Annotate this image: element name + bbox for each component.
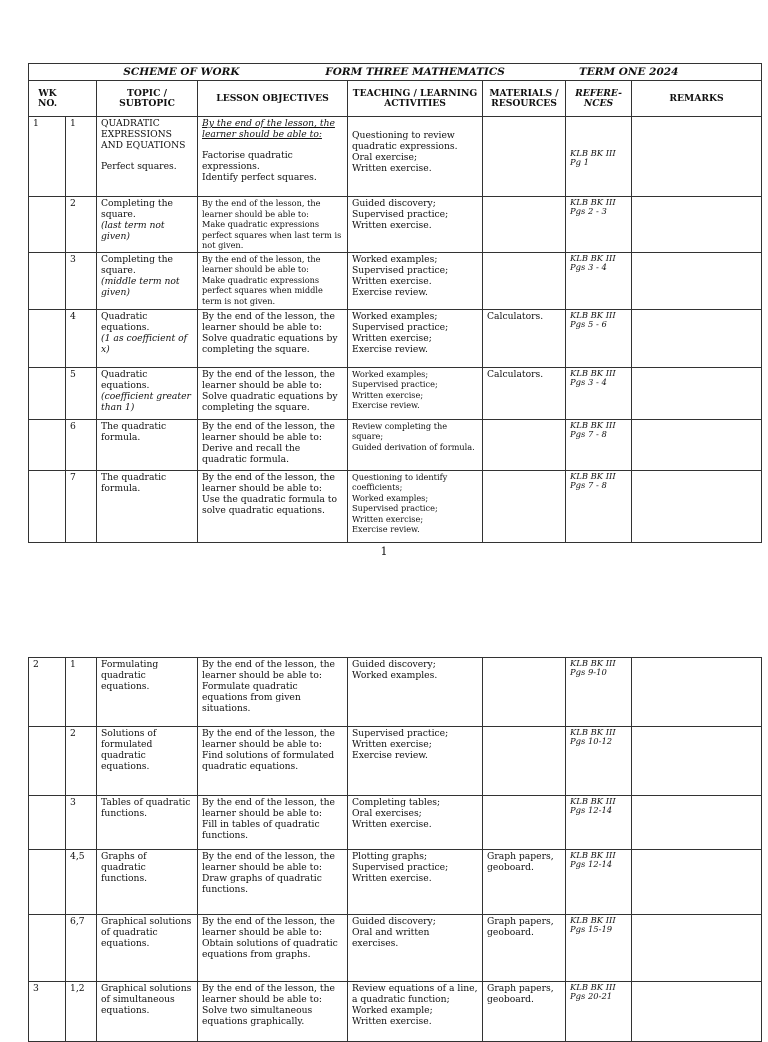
topic-text: Completing the square. <box>101 198 173 220</box>
table-row <box>29 658 762 727</box>
lesson-number: 1 <box>66 658 97 727</box>
objectives-text: Factorise quadratic expressions. Identify perfect squares. <box>202 150 317 183</box>
week-number <box>29 309 66 367</box>
topic-cell <box>97 197 198 253</box>
title-scheme: SCHEME OF WORK <box>123 65 240 78</box>
lesson-number: 2 <box>66 197 97 253</box>
lesson-number: 1,2 <box>66 982 97 1042</box>
title-form: FORM THREE MATHEMATICS <box>325 65 505 78</box>
reference-cell: KLB BK III Pgs 3 - 4 <box>566 367 632 419</box>
reference-cell: KLB BK III Pgs 2 - 3 <box>566 197 632 253</box>
subtopic-text: Perfect squares. <box>101 161 177 172</box>
activities-text: Review completing the square; Guided derivation of formula. <box>348 419 483 470</box>
materials-cell: Calculators. <box>483 309 566 367</box>
reference-cell: KLB BK III Pgs 10-12 <box>566 727 632 796</box>
remarks-cell <box>632 915 762 982</box>
header-topic: TOPIC / SUBTOPIC <box>97 81 198 117</box>
materials-cell <box>483 796 566 850</box>
table-row <box>29 850 762 915</box>
objectives-text: By the end of the lesson, the learner should be able to: Solve two simultaneous equations graphically. <box>198 982 348 1042</box>
objectives-text: By the end of the lesson, the learner should be able to: Make quadratic expressions perfect squares when last term is not given. <box>198 197 348 253</box>
header-objectives: LESSON OBJECTIVES <box>198 81 348 117</box>
topic-text: Completing the square. <box>101 253 173 276</box>
objectives-cell <box>198 117 348 197</box>
materials-cell: Calculators. <box>483 367 566 419</box>
activities-text: Worked examples; Supervised practice; Written exercise; Exercise review. <box>348 309 483 367</box>
week-number: 2 <box>29 658 66 727</box>
lesson-number: 5 <box>66 367 97 419</box>
week-number <box>29 419 66 470</box>
activities-text: Worked examples; Supervised practice; Written exercise; Exercise review. <box>348 367 483 419</box>
reference-cell: KLB BK III Pgs 12-14 <box>566 796 632 850</box>
topic-text: Graphical solutions of simultaneous equations. <box>97 982 198 1042</box>
week-number <box>29 197 66 253</box>
lesson-number: 4 <box>66 309 97 367</box>
remarks-cell <box>632 367 762 419</box>
materials-cell <box>483 197 566 253</box>
lesson-number: 3 <box>66 252 97 309</box>
objectives-text: By the end of the lesson, the learner should be able to: Solve quadratic equations by completing the square. <box>198 367 348 419</box>
topic-text: Graphical solutions of quadratic equations. <box>97 915 198 982</box>
objectives-text: By the end of the lesson, the learner should be able to: Fill in tables of quadratic functions. <box>198 796 348 850</box>
activities-text: Completing tables; Oral exercises; Written exercise. <box>348 796 483 850</box>
reference-cell: KLB BK III Pgs 7 - 8 <box>566 419 632 470</box>
week-number <box>29 252 66 309</box>
header-remarks: REMARKS <box>632 81 762 117</box>
topic-cell <box>97 252 198 309</box>
activities-text: Questioning to identify coefficients; Worked examples; Supervised practice; Written exercise; Exercise review. <box>348 470 483 542</box>
topic-text: The quadratic formula. <box>97 419 198 470</box>
materials-cell <box>483 470 566 542</box>
week-number <box>29 796 66 850</box>
topic-note: (coefficient greater than 1) <box>101 390 191 413</box>
objectives-heading: By the end of the lesson, the learner should be able to: <box>202 118 335 140</box>
remarks-cell <box>632 982 762 1042</box>
remarks-cell <box>632 419 762 470</box>
table-row <box>29 309 762 367</box>
week-number <box>29 727 66 796</box>
table-row <box>29 727 762 796</box>
lesson-number: 6 <box>66 419 97 470</box>
week-number: 1 <box>29 117 66 197</box>
materials-cell <box>483 658 566 727</box>
activities-text: Supervised practice; Written exercise; Exercise review. <box>348 727 483 796</box>
topic-text: Tables of quadratic functions. <box>97 796 198 850</box>
objectives-text: By the end of the lesson, the learner should be able to: Obtain solutions of quadratic equations from graphs. <box>198 915 348 982</box>
materials-cell: Graph papers, geoboard. <box>483 982 566 1042</box>
lesson-number: 1 <box>66 117 97 197</box>
remarks-cell <box>632 796 762 850</box>
table-row <box>29 796 762 850</box>
topic-text: Solutions of formulated quadratic equations. <box>97 727 198 796</box>
remarks-cell <box>632 309 762 367</box>
activities-text: Guided discovery; Worked examples. <box>348 658 483 727</box>
reference-cell: KLB BK III Pgs 7 - 8 <box>566 470 632 542</box>
remarks-cell <box>632 850 762 915</box>
objectives-text: By the end of the lesson, the learner should be able to: Solve quadratic equations by completing the square. <box>198 309 348 367</box>
lesson-number: 6,7 <box>66 915 97 982</box>
header-row <box>29 81 762 117</box>
lesson-number: 4,5 <box>66 850 97 915</box>
activities-text: Guided discovery; Supervised practice; Written exercise. <box>348 197 483 253</box>
reference-cell: KLB BK III Pgs 15-19 <box>566 915 632 982</box>
scheme-table-page2 <box>28 657 762 1042</box>
objectives-text: By the end of the lesson, the learner should be able to: Use the quadratic formula to solve quadratic equations. <box>198 470 348 542</box>
remarks-cell <box>632 117 762 197</box>
reference-cell: KLB BK III Pgs 3 - 4 <box>566 252 632 309</box>
remarks-cell <box>632 197 762 253</box>
materials-cell <box>483 419 566 470</box>
lesson-number: 3 <box>66 796 97 850</box>
table-row <box>29 117 762 197</box>
reference-cell: KLB BK III Pgs 5 - 6 <box>566 309 632 367</box>
week-number <box>29 850 66 915</box>
activities-text: Review equations of a line, a quadratic function; Worked example; Written exercise. <box>348 982 483 1042</box>
page-number: 1 <box>380 545 388 558</box>
header-activities: TEACHING / LEARNING ACTIVITIES <box>348 81 483 117</box>
title-term: TERM ONE 2024 <box>578 65 679 78</box>
objectives-text: By the end of the lesson, the learner should be able to: Derive and recall the quadratic formula. <box>198 419 348 470</box>
week-number <box>29 470 66 542</box>
table-row <box>29 982 762 1042</box>
materials-cell: Graph papers, geoboard. <box>483 915 566 982</box>
reference-cell: KLB BK III Pgs 9-10 <box>566 658 632 727</box>
topic-text: Quadratic equations. <box>101 368 150 391</box>
topic-text: Formulating quadratic equations. <box>97 658 198 727</box>
scheme-table-page1 <box>28 63 762 543</box>
week-number <box>29 367 66 419</box>
reference-cell: KLB BK III Pgs 12-14 <box>566 850 632 915</box>
reference-cell: KLB BK III Pg 1 <box>566 117 632 197</box>
title-cell <box>29 64 762 81</box>
activities-text: Guided discovery; Oral and written exercises. <box>348 915 483 982</box>
topic-text: Quadratic equations. <box>101 310 150 333</box>
lesson-number: 7 <box>66 470 97 542</box>
week-number <box>29 915 66 982</box>
topic-text: Graphs of quadratic functions. <box>97 850 198 915</box>
topic-text: QUADRATIC EXPRESSIONS AND EQUATIONS <box>101 118 186 151</box>
objectives-text: By the end of the lesson, the learner should be able to: Make quadratic expressions perfect squares when middle term is not given. <box>198 252 348 309</box>
remarks-cell <box>632 252 762 309</box>
materials-cell: Graph papers, geoboard. <box>483 850 566 915</box>
topic-note: (1 as coefficient of x) <box>101 332 188 355</box>
reference-cell: KLB BK III Pgs 20-21 <box>566 982 632 1042</box>
header-wk: WK NO. <box>29 81 97 117</box>
header-materials: MATERIALS / RESOURCES <box>483 81 566 117</box>
objectives-text: By the end of the lesson, the learner should be able to: Draw graphs of quadratic functions. <box>198 850 348 915</box>
lesson-number: 2 <box>66 727 97 796</box>
table-row <box>29 252 762 309</box>
objectives-text: By the end of the lesson, the learner should be able to: Find solutions of formulated quadratic equations. <box>198 727 348 796</box>
table-row <box>29 367 762 419</box>
week-number: 3 <box>29 982 66 1042</box>
title-row <box>29 64 762 81</box>
topic-note: (middle term not given) <box>101 275 180 298</box>
topic-cell <box>97 367 198 419</box>
remarks-cell <box>632 470 762 542</box>
activities-text: Plotting graphs; Supervised practice; Written exercise. <box>348 850 483 915</box>
activities-cell <box>348 117 483 197</box>
remarks-cell <box>632 658 762 727</box>
topic-note: (last term not given) <box>101 220 165 242</box>
table-row <box>29 419 762 470</box>
remarks-cell <box>632 727 762 796</box>
activities-text: Questioning to review quadratic expressions. Oral exercise; Written exercise. <box>352 130 458 174</box>
table-row <box>29 470 762 542</box>
materials-cell <box>483 117 566 197</box>
header-references: REFERE-NCES <box>566 81 632 117</box>
topic-cell <box>97 117 198 197</box>
activities-text: Worked examples; Supervised practice; Written exercise. Exercise review. <box>348 252 483 309</box>
materials-cell <box>483 252 566 309</box>
table-row <box>29 915 762 982</box>
objectives-text: By the end of the lesson, the learner should be able to: Formulate quadratic equations from given situations. <box>198 658 348 727</box>
topic-cell <box>97 309 198 367</box>
materials-cell <box>483 727 566 796</box>
topic-text: The quadratic formula. <box>97 470 198 542</box>
table-row <box>29 197 762 253</box>
